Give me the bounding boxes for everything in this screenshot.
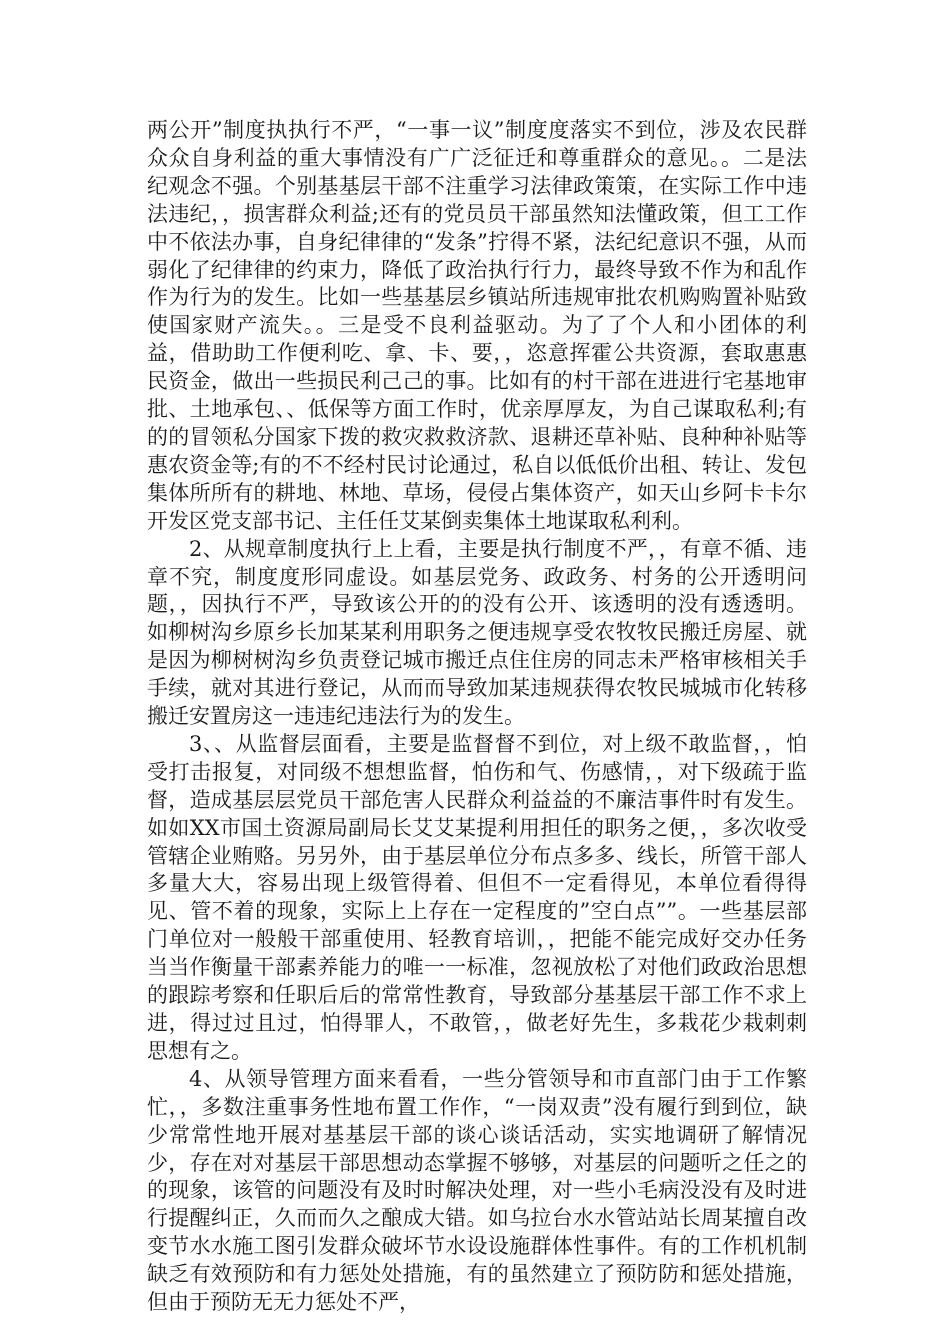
paragraph-3: 3、、从监督层面看，主要是监督督不到位，对上级不敢监督，，怕受打击报复，对同级不想想监督，怕伤和气、伤感情，，对下级疏于监督，造成基层层党员干部危害人民群众利益益的不廉洁事件时有发生。如如XX市国土资源局副局长艾艾某提利用担任的职务之便，，多次收受管辖企业贿赂。另另外，由于基层单位分布点多多、线长，所管干部人多量大大，容易出现上级管得着、但但不一定看得见，本单位看得得见、管不着的现象，实际上上存在一定程度的”空白点””。一些基层部门单位对一般般干部重使用、轻教育培训，，把能不能完成好交办任务当当作衡量干部素养能力的唯一一标准，忽视放松了对他们政政治思想的跟踪考察和任职后后的常常性教育，导致部分基基层干部工作不求上进，得过过且过，怕得罪人，不敢管，，做老好先生，多栽花少栽刺刺思想有之。 (147, 731, 807, 1063)
paragraph-4: 4、从领导管理方面来看看，一些分管领导和市直部门由于工作繁忙，，多数注重事务性地布置工作作，“一岗双责”没有履行到到位，缺少常常性地开展对基基层干部的谈心谈话活动，实实地调研了解情况少，存在对对基层干部思想动态掌握不够够，对基层的问题听之任之的的现象，该管的问题没有及时时解决处理，对一些小毛病没没有及时进行提醒纠正，久而而久之酿成大错。如乌拉台水水管站站长周某擅自改变节水水施工图引发群众破坏节水设设施群体性事件。有的工作机机制缺乏有效预防和有力惩处处措施，有的虽然建立了预防防和惩处措施，但由于预防无无力惩处不严， (147, 1066, 807, 1315)
paragraph-1: 两公开”制度执执行不严，“一事一议”制度度落实不到位，涉及农民群众众自身利益的重大事情没有广广泛征迁和尊重群众的意见。。二是法纪观念不强。个别基基层干部不注重学习法律政策策，在实际工作中违法违纪，，损害群众利益;还有的党员员干部虽然知法懂政策，但工工作中不依法办事，自身纪律律的“发条”拧得不紧，法纪纪意识不强，从而弱化了纪律律的约束力，降低了政治执行行力，最终导致不作为和乱作作为行为的发生。比如一些基基层乡镇站所违规审批农机购购置补贴致使国家财产流失。。三是受不良利益驱动。为了了个人和小团体的利益，借助助工作便利吃、拿、卡、要，，恣意挥霍公共资源，套取惠惠民资金，做出一些损民利己己的事。比如有的村干部在进进行宅基地审批、土地承包、、低保等方面工作时，优亲厚厚友，为自己谋取私利;有的的冒领私分国家下拨的救灾救救济款、退耕还草补贴、良种种补贴等惠农资金等;有的不不经村民讨论通过，私自以低低价出租、转让、发包集体所所有的耕地、林地、草场，侵侵占集体资产，如天山乡阿卡卡尔开发区党支部书记、主任任艾某倒卖集体土地谋取私利利。 (147, 118, 807, 533)
paragraph-2: 2、从规章制度执行上上看，主要是执行制度不严，，有章不循、违章不究，制度度形同虚设。如基层党务、政政务、村务的公开透明问题，，因执行不严，导致该公开的的没有公开、该透明的没有透透明。如柳树沟乡原乡长加某某利用职务之便违规享受农牧牧民搬迁房屋、就是因为柳树树沟乡负责登记城市搬迁点住住房的同志未严格审核相关手手续，就对其进行登记，从而而导致加某违规获得农牧民城城市化转移搬迁安置房这一违违纪违法行为的发生。 (147, 536, 807, 729)
document-page (147, 117, 807, 1317)
